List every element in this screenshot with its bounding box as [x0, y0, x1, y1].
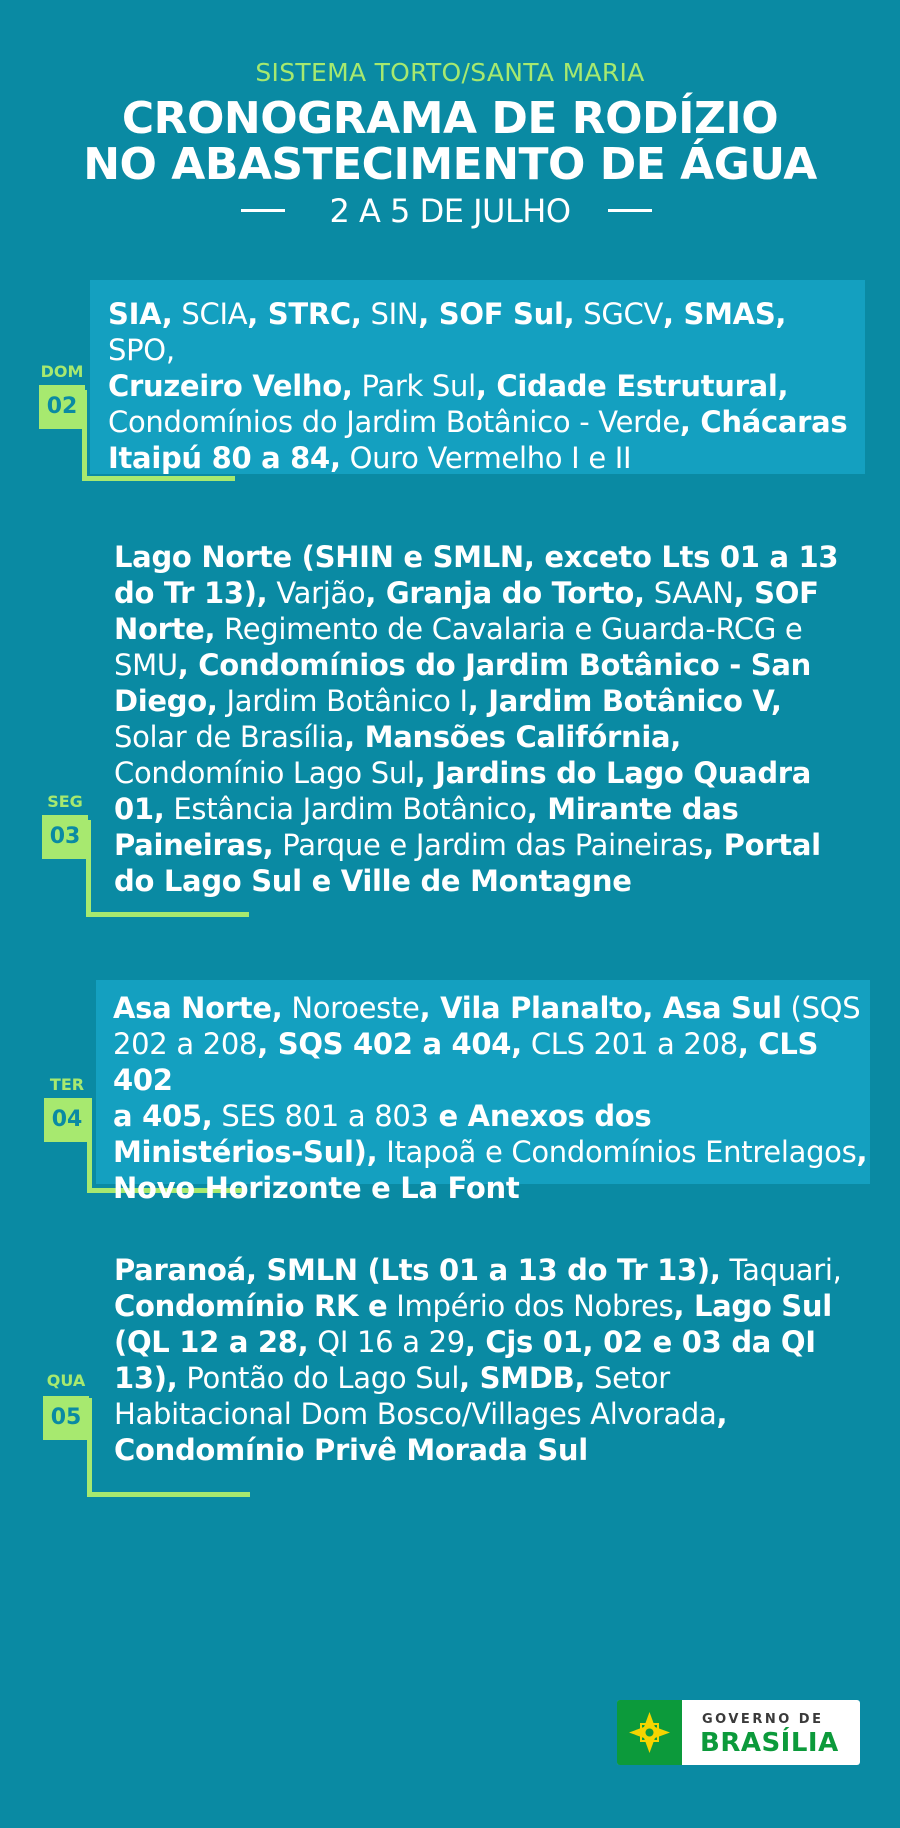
location-regular: Park Sul	[352, 369, 476, 403]
location-regular: Império dos Nobres	[387, 1289, 674, 1323]
location-bold: ,	[856, 1135, 868, 1169]
entry-line	[114, 1288, 874, 1324]
entry-line	[114, 1432, 874, 1468]
location-bold: Ministérios-Sul),	[113, 1135, 378, 1169]
logo-governo-text: GOVERNO DE	[702, 1712, 824, 1727]
location-bold: Itaipú 80 a 84,	[108, 441, 341, 475]
location-regular: Itapoã e Condomínios Entrelagos	[377, 1135, 857, 1169]
location-bold: 01,	[114, 792, 165, 826]
location-regular: SAAN	[644, 576, 734, 610]
location-regular: Varjão	[267, 576, 366, 610]
location-bold: , Granja do Torto,	[365, 576, 645, 610]
location-regular: Estância Jardim Botânico	[164, 792, 527, 826]
location-bold: Novo Horizonte e La Font	[113, 1171, 520, 1205]
location-regular: SIN	[361, 297, 419, 331]
location-bold: Diego,	[114, 684, 218, 718]
day-text-seg	[114, 539, 874, 899]
day-number-dom: 02	[39, 385, 85, 429]
location-bold: , SOF	[733, 576, 819, 610]
entry-line	[114, 1360, 874, 1396]
logo-brasilia-text: BRASÍLIA	[700, 1728, 839, 1758]
day-text-ter	[113, 990, 873, 1206]
location-bold: Condomínio RK e	[114, 1289, 388, 1323]
day-name-ter: TER	[49, 1075, 85, 1094]
location-bold: , CLS 402	[113, 1027, 819, 1097]
entry-line	[114, 791, 874, 827]
location-bold: Paineiras,	[114, 828, 274, 862]
location-bold: , Jardins do Lago Quadra	[414, 756, 812, 790]
day-text-dom	[108, 296, 858, 476]
location-regular: Noroeste	[282, 991, 420, 1025]
dash-right	[608, 209, 652, 212]
day-name-seg: SEG	[47, 792, 83, 811]
location-bold: 13),	[114, 1361, 178, 1395]
entry-line	[113, 1026, 873, 1098]
location-regular: Parque e Jardim das Paineiras	[273, 828, 704, 862]
day-number-qua: 05	[43, 1396, 89, 1440]
location-bold: , SQS 402 a 404,	[257, 1027, 522, 1061]
entry-line	[113, 1170, 873, 1206]
day-name-dom: DOM	[40, 362, 84, 381]
location-bold: , Cjs 01, 02 e 03 da QI	[464, 1325, 816, 1359]
entry-line	[108, 296, 858, 368]
location-regular: Solar de Brasília	[114, 720, 345, 754]
date-range: 2 A 5 DE JULHO	[329, 192, 571, 230]
location-bold: , Condomínios do Jardim Botânico - San	[177, 648, 811, 682]
entry-line	[114, 611, 874, 647]
location-regular: SGCV	[574, 297, 664, 331]
location-bold: (QL 12 a 28,	[114, 1325, 309, 1359]
location-regular: (SQS	[781, 991, 861, 1025]
location-bold: , Mansões Califórnia,	[344, 720, 681, 754]
entry-line	[114, 575, 874, 611]
entry-line	[114, 683, 874, 719]
day-number-seg: 03	[42, 815, 88, 859]
location-bold: a 405,	[113, 1099, 213, 1133]
location-regular: 202 a 208	[113, 1027, 258, 1061]
location-regular: QI 16 a 29	[308, 1325, 465, 1359]
location-bold: , Mirante das	[526, 792, 739, 826]
location-bold: do Tr 13),	[114, 576, 268, 610]
entry-line	[114, 539, 874, 575]
entry-line	[113, 1134, 873, 1170]
location-regular: Jardim Botânico I	[217, 684, 468, 718]
location-regular: CLS 201 a 208	[521, 1027, 738, 1061]
day-number-ter: 04	[44, 1098, 90, 1142]
location-bold: , SOF Sul,	[418, 297, 575, 331]
location-regular: Condomínio Lago Sul	[114, 756, 415, 790]
location-bold: SIA,	[108, 297, 173, 331]
location-bold: , Portal	[703, 828, 821, 862]
entry-line	[114, 1396, 874, 1432]
day-text-qua	[114, 1252, 874, 1468]
location-regular: Habitacional Dom Bosco/Villages Alvorada	[114, 1397, 717, 1431]
governo-brasilia-logo	[617, 1700, 860, 1765]
location-bold: Condomínio Privê Morada Sul	[114, 1433, 588, 1467]
entry-line	[114, 719, 874, 755]
entry-line	[113, 1098, 873, 1134]
location-regular: SPO,	[108, 333, 175, 367]
location-bold: , Cidade Estrutural,	[475, 369, 789, 403]
day-name-qua: QUA	[46, 1371, 86, 1390]
location-regular: SMU	[114, 648, 178, 682]
brasilia-emblem-icon	[617, 1700, 682, 1765]
location-regular: Condomínios do Jardim Botânico - Verde	[108, 405, 680, 439]
entry-line	[114, 755, 874, 791]
location-regular: Ouro Vermelho I e II	[340, 441, 632, 475]
entry-line	[114, 1252, 874, 1288]
location-bold: , Vila Planalto, Asa Sul	[419, 991, 782, 1025]
title-line-1: CRONOGRAMA DE RODÍZIO	[121, 93, 779, 144]
location-bold: Cruzeiro Velho,	[108, 369, 353, 403]
location-regular: Regimento de Cavalaria e Guarda-RCG e	[215, 612, 803, 646]
entry-line	[114, 863, 874, 899]
entry-line	[114, 827, 874, 863]
location-bold: Asa Norte,	[113, 991, 283, 1025]
entry-line	[114, 1324, 874, 1360]
location-bold: , SMAS,	[663, 297, 787, 331]
location-bold: Paranoá, SMLN (Lts 01 a 13 do Tr 13),	[114, 1253, 721, 1287]
entry-line	[108, 404, 858, 440]
page-title	[0, 93, 900, 190]
location-bold: , SMDB,	[459, 1361, 586, 1395]
location-regular: SCIA	[172, 297, 248, 331]
location-bold: e Anexos dos	[428, 1099, 652, 1133]
location-bold: Lago Norte (SHIN e SMLN, exceto Lts 01 a 13	[114, 540, 839, 574]
entry-line	[108, 440, 858, 476]
location-bold: ,	[716, 1397, 728, 1431]
location-regular: Taquari,	[720, 1253, 842, 1287]
location-bold: do Lago Sul e Ville de Montagne	[114, 864, 632, 898]
entry-line	[114, 647, 874, 683]
header-subtitle: SISTEMA TORTO/SANTA MARIA	[255, 58, 645, 87]
location-bold: , Lago Sul	[673, 1289, 832, 1323]
title-line-2: NO ABASTECIMENTO DE ÁGUA	[83, 139, 817, 190]
location-bold: , Jardim Botânico V,	[467, 684, 782, 718]
location-bold: , Chácaras	[679, 405, 848, 439]
location-regular: Pontão do Lago Sul	[177, 1361, 460, 1395]
entry-line	[113, 990, 873, 1026]
location-bold: Norte,	[114, 612, 216, 646]
entry-line	[108, 368, 858, 404]
location-regular: Setor	[585, 1361, 670, 1395]
location-regular: SES 801 a 803	[212, 1099, 429, 1133]
location-bold: , STRC,	[247, 297, 362, 331]
